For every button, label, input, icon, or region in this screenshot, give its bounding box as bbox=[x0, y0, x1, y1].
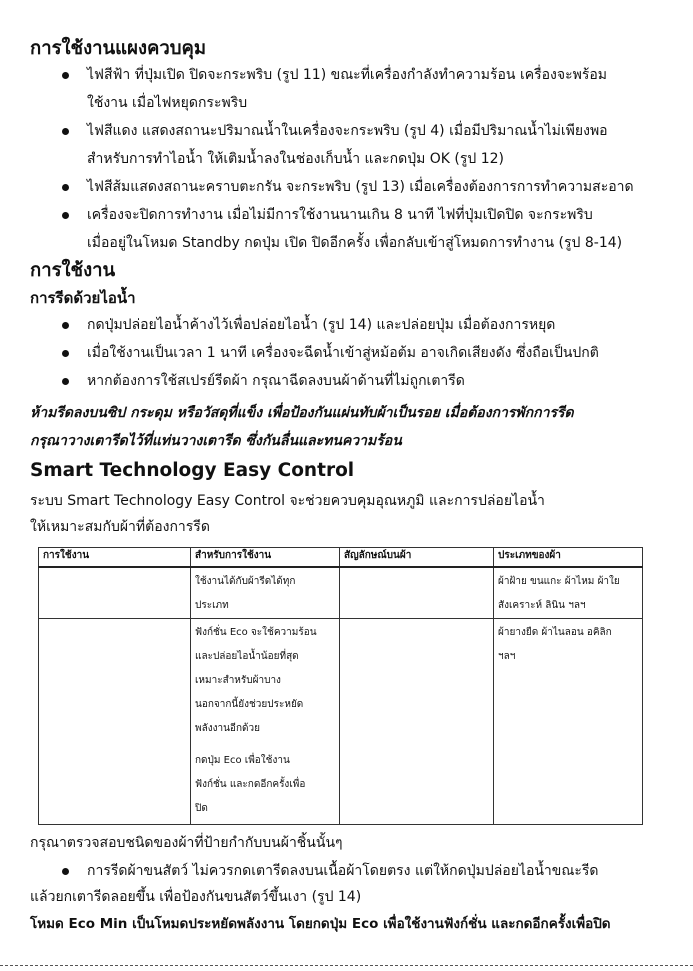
cell-text: ปิด bbox=[195, 803, 208, 814]
cell-symbol bbox=[340, 567, 494, 619]
cell-usage bbox=[39, 567, 191, 619]
cell-purpose bbox=[191, 567, 340, 619]
cell-text: เหมาะสำหรับผ้าบาง bbox=[195, 675, 281, 686]
usage-line-3: หากต้องการใช้สเปรย์รีดผ้า กรุณาฉีดลงบนผ้าด้านที่ไม่ถูกเตารีด bbox=[87, 373, 465, 389]
header-purpose: สำหรับการใช้งาน bbox=[191, 548, 340, 568]
cell-text: ผ้าฝ้าย ขนแกะ ผ้าไหม ผ้าใย bbox=[498, 576, 620, 587]
panel-line-5: ไฟสีส้มแสดงสถานะคราบตะกรัน จะกระพริบ (รูป 13) เมื่อเครื่องต้องการการทำความสะอาด bbox=[87, 179, 634, 195]
smart-heading: Smart Technology Easy Control bbox=[30, 460, 355, 481]
cell-text: ฟังก์ชั่น Eco จะใช้ความร้อน bbox=[195, 627, 317, 638]
warning-line-2: กรุณาวางเตารีดไว้ที่แท่นวางเตารีด ซึ่งกันลื่นและทนความร้อน bbox=[30, 433, 402, 449]
cell-fabric bbox=[494, 567, 643, 619]
smart-intro-line-1: ระบบ Smart Technology Easy Control จะช่วยควบคุมอุณหภูมิ และการปล่อยไอน้ำ bbox=[30, 493, 545, 509]
bullet-dot bbox=[62, 350, 69, 357]
cell-text: ฯลฯ bbox=[498, 651, 516, 662]
table-row bbox=[39, 567, 643, 619]
bullet-dot bbox=[62, 128, 69, 135]
panel-line-1: ไฟสีฟ้า ที่ปุ่มเปิด ปิดจะกระพริบ (รูป 11) ขณะที่เครื่องกำลังทำความร้อน เครื่องจะพร้อม bbox=[87, 67, 607, 83]
panel-line-6: เครื่องจะปิดการทำงาน เมื่อไม่มีการใช้งานนานเกิน 8 นาที ไฟที่ปุ่มเปิดปิด จะกระพริบ bbox=[87, 207, 593, 223]
bullet-dot bbox=[62, 322, 69, 329]
bullet-dot bbox=[62, 72, 69, 79]
cell-text: นอกจากนี้ยังช่วยประหยัด bbox=[195, 699, 304, 710]
eco-min-line: โหมด Eco Min เป็นโหมดประหยัดพลังงาน โดยกดปุ่ม Eco เพื่อใช้งานฟังก์ชั่น และกดอีกครั้งเพื่อปิด bbox=[30, 916, 611, 932]
fabric-settings-table bbox=[38, 547, 643, 825]
usage-line-1: กดปุ่มปล่อยไอน้ำค้างไว้เพื่อปล่อยไอน้ำ (รูป 14) และปล่อยปุ่ม เมื่อต้องการหยุด bbox=[87, 317, 556, 333]
header-usage: การใช้งาน bbox=[39, 548, 191, 568]
wool-ironing-line: การรีดผ้าขนสัตว์ ไม่ควรกดเตารีดลงบนเนื้อผ้าโดยตรง แต่ให้กดปุ่มปล่อยไอน้ำขณะรีด bbox=[87, 863, 599, 879]
cell-usage bbox=[39, 619, 191, 825]
table-header-row bbox=[39, 548, 643, 568]
cell-purpose bbox=[191, 619, 340, 825]
cell-text: กดปุ่ม Eco เพื่อใช้งาน bbox=[195, 755, 290, 766]
cell-text: พลังงานอีกด้วย bbox=[195, 723, 260, 734]
bullet-dot bbox=[62, 868, 69, 875]
header-fabric-type: ประเภทของผ้า bbox=[494, 548, 643, 568]
panel-line-2: ใช้งาน เมื่อไฟหยุดกระพริบ bbox=[87, 95, 248, 111]
cell-text: ประเภท bbox=[195, 600, 229, 611]
cell-text: ฟังก์ชั่น และกดอีกครั้งเพื่อ bbox=[195, 779, 306, 790]
panel-line-4: สำหรับการทำไอน้ำ ให้เติมน้ำลงในช่องเก็บน้ำ และกดปุ่ม OK (รูป 12) bbox=[87, 151, 505, 167]
warning-line-1: ห้ามรีดลงบนซิป กระดุม หรือวัสดุที่แข็ง เพื่อป้องกันแผ่นทับผ้าเป็นรอย เมื่อต้องการพักการรีด bbox=[30, 405, 574, 421]
panel-line-3: ไฟสีแดง แสดงสถานะปริมาณน้ำในเครื่องจะกระพริบ (รูป 4) เมื่อมีปริมาณน้ำไม่เพียงพอ bbox=[87, 123, 608, 139]
cell-text: ใช้งานได้กับผ้ารีดได้ทุก bbox=[195, 576, 296, 587]
wool-ironing-line-2: แล้วยกเตารีดลอยขึ้น เพื่อป้องกันขนสัตว์ขึ้นเงา (รูป 14) bbox=[30, 889, 362, 905]
page-bottom-divider bbox=[0, 965, 693, 966]
header-symbol: สัญลักษณ์บนผ้า bbox=[340, 548, 494, 568]
cell-text: และปล่อยไอน้ำน้อยที่สุด bbox=[195, 651, 299, 662]
cell-text: ผ้ายางยืด ผ้าไนลอน อคิลิก bbox=[498, 627, 612, 638]
cell-gap bbox=[195, 741, 335, 749]
panel-line-7: เมื่ออยู่ในโหมด Standby กดปุ่ม เปิด ปิดอีกครั้ง เพื่อกลับเข้าสู่โหมดการทำงาน (รูป 8-14) bbox=[87, 235, 623, 251]
cell-symbol bbox=[340, 619, 494, 825]
table-row bbox=[39, 619, 643, 825]
cell-text: สังเคราะห์ ลินิน ฯลฯ bbox=[498, 600, 586, 611]
bullet-dot bbox=[62, 378, 69, 385]
steam-ironing-subheading: การรีดด้วยไอน้ำ bbox=[30, 289, 136, 307]
usage-line-2: เมื่อใช้งานเป็นเวลา 1 นาที เครื่องจะฉีดน้ำเข้าสู่หม้อต้ม อาจเกิดเสียงดัง ซึ่งถือเป็นปกติ bbox=[87, 345, 599, 361]
smart-intro-line-2: ให้เหมาะสมกับผ้าที่ต้องการรีด bbox=[30, 519, 210, 535]
check-label-line: กรุณาตรวจสอบชนิดของผ้าที่ป้ายกำกับบนผ้าชิ้นนั้นๆ bbox=[30, 835, 343, 851]
bullet-dot bbox=[62, 184, 69, 191]
bullet-dot bbox=[62, 212, 69, 219]
panel-heading: การใช้งานแผงควบคุม bbox=[30, 38, 207, 59]
cell-fabric bbox=[494, 619, 643, 825]
usage-heading: การใช้งาน bbox=[30, 260, 116, 281]
